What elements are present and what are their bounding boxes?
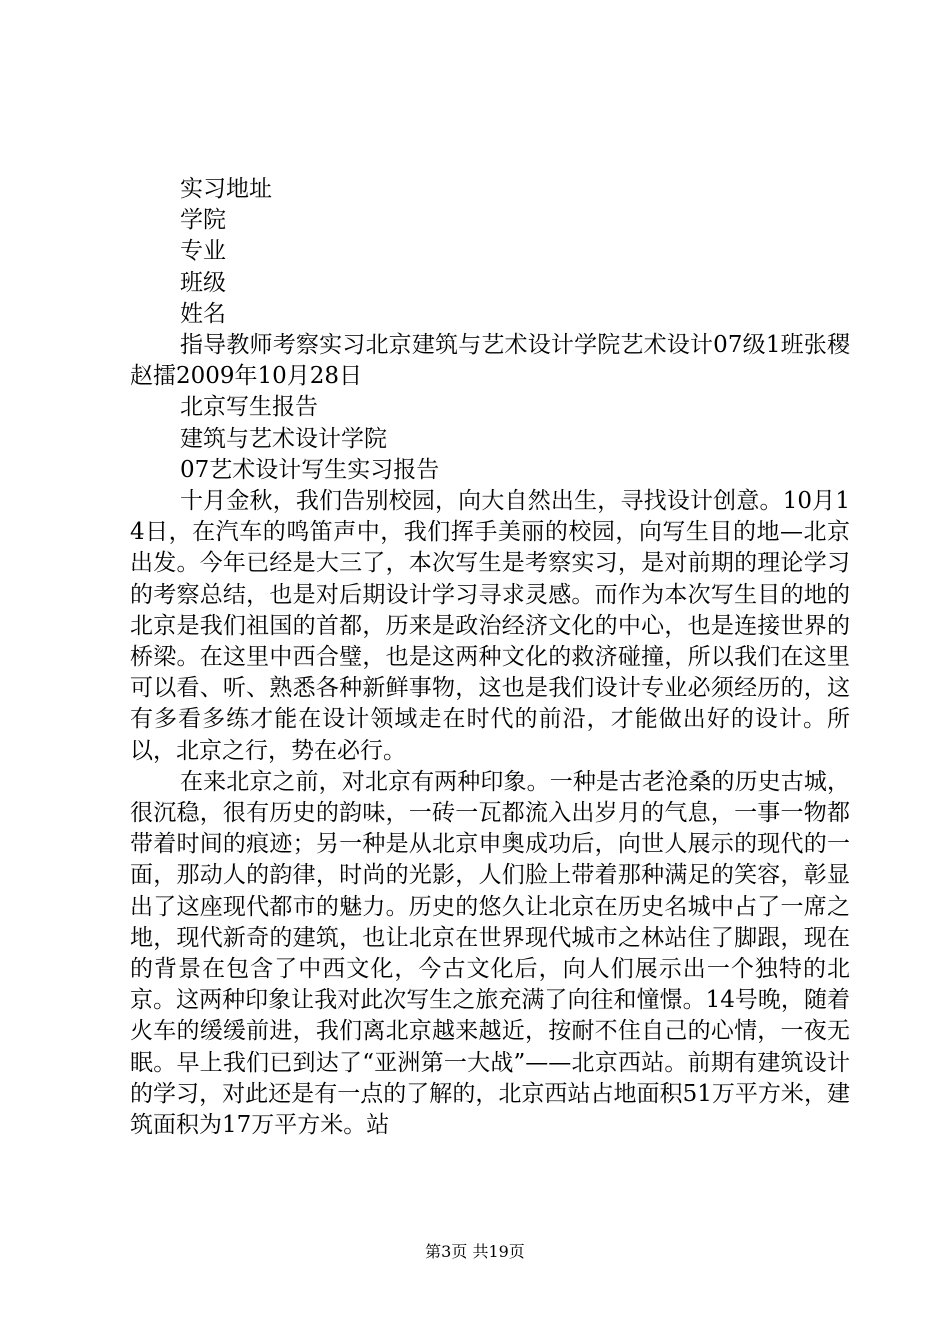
report-subtitle: 07艺术设计写生实习报告 <box>180 456 440 483</box>
label-class: 班级 <box>180 269 226 296</box>
label-major: 专业 <box>180 238 226 265</box>
label-name: 姓名 <box>180 300 226 327</box>
college-name: 建筑与艺术设计学院 <box>180 425 387 452</box>
label-internship-address: 实习地址 <box>180 176 272 202</box>
info-line: 指导教师考察实习北京建筑与艺术设计学院艺术设计07级1班张稷赵擂2009年10月28日 <box>130 332 850 390</box>
body-paragraph-1: 十月金秋，我们告别校园，向大自然出生，寻找设计创意。10月14日，在汽车的鸣笛声中，我们挥手美丽的校园，向写生目的地—北京出发。今年已经是大三了，本次写生是考察实习，是对前期的理论学习的考察总结，也是对后期设计学习寻求灵感。而作为本次写生目的地的北京是我们祖国的首都，历来是政治经济文化的中心，也是连接世界的桥梁。在这里中西合璧，也是这两种文化的救济碰撞，所以我们在这里可以看、听、熟悉各种新鲜事物，这也是我们设计专业必须经历的，这有多看多练才能在设计领域走在时代的前沿，才能做出好的设计。所以，北京之行，势在必行。 <box>130 488 850 764</box>
body-paragraph-2: 在来北京之前，对北京有两种印象。一种是古老沧桑的历史古城，很沉稳，很有历史的韵味，一砖一瓦都流入出岁月的气息，一事一物都带着时间的痕迹；另一种是从北京申奥成功后，向世人展示的现代的一面，那动人的韵律，时尚的光影，人们脸上带着那种满足的笑容，彰显出了这座现代都市的魅力。历史的悠久让北京在历史名城中占了一席之地，现代新奇的建筑，也让北京在世界现代城市之林站住了脚跟，现在的背景在包含了中西文化，今古文化后，向人们展示出一个独特的北京。这两种印象让我对此次写生之旅充满了向往和憧憬。14号晚，随着火车的缓缓前进，我们离北京越来越近，按耐不住自己的心情，一夜无眠。早上我们已到达了“亚洲第一大战”——北京西站。前期有建筑设计的学习，对此还是有一点的了解的，北京西站占地面积51万平方米，建筑面积为17万平方米。站 <box>130 768 850 1139</box>
page-footer: 第3页 共19页 <box>425 1242 525 1261</box>
label-college: 学院 <box>180 207 226 234</box>
report-title: 北京写生报告 <box>180 394 318 421</box>
document-body <box>130 174 850 1141</box>
